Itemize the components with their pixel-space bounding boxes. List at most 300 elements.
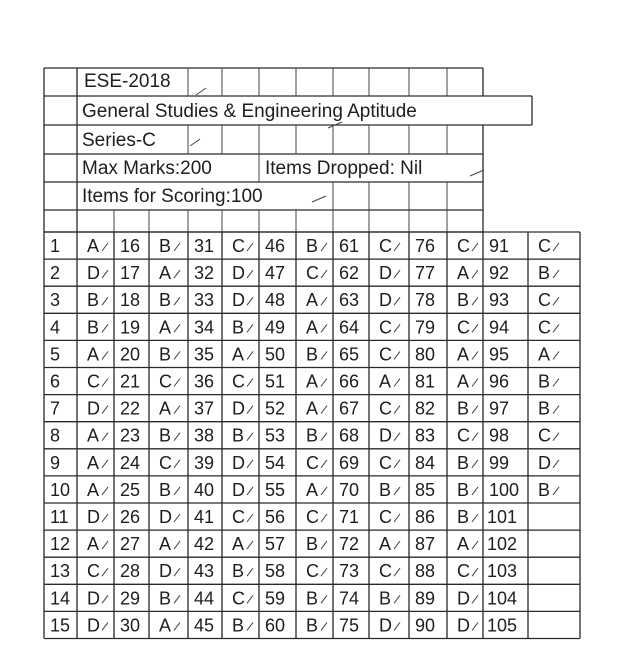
- answer-letter: C: [538, 236, 551, 256]
- answer-letter: B: [159, 588, 172, 609]
- check-tick: [553, 406, 559, 414]
- check-tick: [321, 433, 327, 441]
- question-number: 38: [194, 425, 215, 446]
- check-tick: [321, 324, 327, 332]
- answer-letter: A: [379, 371, 392, 392]
- question-number: 68: [339, 425, 360, 446]
- answer-letter: B: [538, 398, 551, 419]
- question-number: 34: [194, 317, 215, 338]
- answer-letter: A: [538, 344, 551, 365]
- check-tick: [247, 351, 253, 359]
- answer-letter: C: [538, 317, 551, 338]
- answer-letter: D: [232, 479, 245, 500]
- answer-letter: D: [379, 425, 392, 446]
- check-tick: [102, 622, 108, 630]
- question-number: 7: [50, 398, 61, 419]
- question-number: 90: [415, 615, 436, 636]
- check-tick: [321, 297, 327, 305]
- question-number: 29: [120, 588, 141, 609]
- check-tick: [472, 270, 478, 278]
- answer-letter: B: [232, 425, 245, 446]
- question-number: 55: [265, 479, 286, 500]
- answer-letter: C: [379, 236, 392, 256]
- question-number: 5: [50, 344, 61, 365]
- answer-letter: A: [159, 263, 172, 284]
- question-number: 25: [120, 479, 141, 500]
- check-tick: [247, 324, 253, 332]
- answer-letter: C: [457, 425, 470, 446]
- answer-letter: B: [538, 263, 551, 284]
- answer-letter: A: [306, 371, 319, 392]
- question-number: 61: [339, 236, 360, 256]
- answer-letter: A: [159, 398, 172, 419]
- answer-letter: D: [379, 615, 392, 636]
- answer-letter: D: [538, 452, 551, 473]
- check-tick: [472, 297, 478, 305]
- answer-letter: B: [457, 398, 470, 419]
- answer-letter: A: [87, 425, 100, 446]
- check-tick: [321, 460, 327, 468]
- answer-letter: B: [306, 344, 319, 365]
- question-number: 1: [50, 236, 61, 256]
- answer-letter: D: [379, 290, 392, 311]
- check-tick: [247, 622, 253, 630]
- items-dropped-label: Items Dropped: Nil: [265, 158, 423, 179]
- check-tick: [321, 541, 327, 549]
- answer-letter: B: [159, 425, 172, 446]
- check-tick: [312, 196, 326, 202]
- answer-letter: C: [457, 561, 470, 582]
- answer-letter: D: [87, 398, 100, 419]
- question-number: 20: [120, 344, 141, 365]
- question-number: 97: [489, 398, 510, 419]
- answer-letter: C: [306, 507, 319, 527]
- answer-letter: D: [87, 615, 100, 636]
- check-tick: [247, 270, 253, 278]
- check-tick: [174, 406, 180, 414]
- check-tick: [472, 568, 478, 576]
- check-tick: [174, 514, 180, 522]
- question-number: 75: [339, 615, 360, 636]
- check-tick: [247, 595, 253, 603]
- check-tick: [553, 324, 559, 332]
- answer-letter: A: [159, 317, 172, 338]
- check-tick: [174, 595, 180, 603]
- answer-letter: D: [379, 263, 392, 284]
- check-tick: [247, 487, 253, 495]
- check-tick: [247, 541, 253, 549]
- check-tick: [472, 622, 478, 630]
- check-tick: [394, 487, 400, 495]
- question-number: 21: [120, 371, 141, 392]
- question-number: 96: [489, 371, 510, 392]
- question-number: 17: [120, 263, 141, 284]
- answer-letter: D: [87, 588, 100, 609]
- exam-title: ESE-2018: [84, 71, 171, 92]
- question-number: 50: [265, 344, 286, 365]
- check-tick: [190, 139, 200, 146]
- question-number: 82: [415, 398, 436, 419]
- check-tick: [174, 351, 180, 359]
- question-number: 35: [194, 344, 215, 365]
- question-number: 48: [265, 290, 286, 311]
- check-tick: [247, 379, 253, 387]
- question-number: 9: [50, 452, 61, 473]
- answer-letter: A: [306, 479, 319, 500]
- answer-letter: A: [306, 290, 319, 311]
- answer-letter: A: [306, 317, 319, 338]
- answer-letter: D: [159, 561, 172, 582]
- check-tick: [394, 270, 400, 278]
- check-tick: [394, 595, 400, 603]
- check-tick: [553, 351, 559, 359]
- check-tick: [102, 595, 108, 603]
- answer-letter: A: [457, 263, 470, 284]
- series-label: Series-C: [82, 130, 156, 151]
- check-tick: [394, 379, 400, 387]
- check-tick: [394, 622, 400, 630]
- check-tick: [174, 487, 180, 495]
- question-number: 39: [194, 452, 215, 473]
- question-number: 92: [489, 263, 510, 284]
- answer-letter: B: [379, 479, 392, 500]
- question-number: 56: [265, 507, 286, 527]
- question-number: 19: [120, 317, 141, 338]
- check-tick: [321, 487, 327, 495]
- answer-letter: B: [232, 561, 245, 582]
- question-number: 60: [265, 615, 286, 636]
- check-tick: [321, 622, 327, 630]
- answer-letter: A: [457, 371, 470, 392]
- answer-letter: C: [159, 371, 172, 392]
- question-number: 3: [50, 290, 61, 311]
- question-number: 95: [489, 344, 510, 365]
- question-number: 54: [265, 452, 286, 473]
- check-tick: [394, 324, 400, 332]
- question-number: 40: [194, 479, 215, 500]
- question-number: 14: [50, 588, 71, 609]
- paper-title: General Studies & Engineering Aptitude: [82, 101, 417, 122]
- answer-letter: C: [159, 452, 172, 473]
- check-tick: [174, 297, 180, 305]
- answer-letter: B: [159, 479, 172, 500]
- question-number: 64: [339, 317, 360, 338]
- question-number: 30: [120, 615, 141, 636]
- check-tick: [394, 433, 400, 441]
- check-tick: [102, 406, 108, 414]
- question-number: 16: [120, 236, 141, 256]
- check-tick: [247, 406, 253, 414]
- answer-letter: B: [457, 452, 470, 473]
- check-tick: [472, 514, 478, 522]
- answer-letter: C: [379, 452, 392, 473]
- check-tick: [174, 433, 180, 441]
- question-number: 62: [339, 263, 360, 284]
- question-number: 93: [489, 290, 510, 311]
- answer-letter: A: [87, 534, 100, 555]
- answer-letter: B: [159, 290, 172, 311]
- question-number: 94: [489, 317, 510, 338]
- question-number: 86: [415, 507, 436, 527]
- answer-letter: C: [232, 588, 245, 609]
- question-number: 87: [415, 534, 436, 555]
- answer-letter: C: [379, 317, 392, 338]
- check-tick: [247, 568, 253, 576]
- answer-letter: B: [159, 344, 172, 365]
- check-tick: [321, 379, 327, 387]
- question-number: 100: [489, 479, 520, 500]
- question-number: 47: [265, 263, 286, 284]
- question-number: 102: [487, 534, 518, 555]
- check-tick: [321, 351, 327, 359]
- check-tick: [247, 460, 253, 468]
- answer-letter: C: [232, 236, 245, 256]
- check-tick: [321, 514, 327, 522]
- answer-letter: C: [232, 371, 245, 392]
- answer-letter: D: [87, 507, 100, 527]
- question-number: 58: [265, 561, 286, 582]
- question-number: 41: [194, 507, 215, 527]
- answer-letter: B: [538, 479, 551, 500]
- question-number: 33: [194, 290, 215, 311]
- question-number: 52: [265, 398, 286, 419]
- answer-letter: B: [306, 615, 319, 636]
- check-tick: [394, 514, 400, 522]
- question-number: 28: [120, 561, 141, 582]
- answer-letter: B: [87, 290, 100, 311]
- check-tick: [394, 541, 400, 549]
- question-number: 105: [487, 615, 518, 636]
- check-tick: [472, 379, 478, 387]
- question-number: 83: [415, 425, 436, 446]
- answer-letter: C: [379, 561, 392, 582]
- question-number: 8: [50, 425, 61, 446]
- answer-letter: B: [379, 588, 392, 609]
- answer-letter: B: [306, 534, 319, 555]
- answer-letter: A: [457, 534, 470, 555]
- question-number: 31: [194, 236, 215, 256]
- question-number: 42: [194, 534, 215, 555]
- answer-letter: D: [159, 507, 172, 527]
- answer-letter: A: [87, 344, 100, 365]
- answer-letter: A: [87, 479, 100, 500]
- check-tick: [472, 487, 478, 495]
- answer-letter: C: [87, 561, 100, 582]
- answer-letter: C: [538, 290, 551, 311]
- answer-letter: D: [232, 290, 245, 311]
- check-tick: [553, 243, 559, 251]
- check-tick: [102, 568, 108, 576]
- check-tick: [102, 541, 108, 549]
- check-tick: [472, 406, 478, 414]
- check-tick: [102, 243, 108, 251]
- check-tick: [472, 460, 478, 468]
- question-number: 4: [50, 317, 61, 338]
- question-number: 10: [50, 479, 71, 500]
- question-number: 43: [194, 561, 215, 582]
- check-tick: [472, 541, 478, 549]
- question-number: 22: [120, 398, 141, 419]
- question-number: 66: [339, 371, 360, 392]
- check-tick: [174, 541, 180, 549]
- question-number: 2: [50, 263, 61, 284]
- answer-letter: B: [457, 507, 470, 527]
- question-number: 15: [50, 615, 71, 636]
- answer-letter: A: [232, 344, 245, 365]
- question-number: 98: [489, 425, 510, 446]
- answer-letter: C: [379, 398, 392, 419]
- check-tick: [174, 568, 180, 576]
- check-tick: [394, 351, 400, 359]
- question-number: 6: [50, 371, 61, 392]
- question-number: 72: [339, 534, 360, 555]
- question-number: 85: [415, 479, 436, 500]
- answer-letter: B: [457, 479, 470, 500]
- check-tick: [247, 514, 253, 522]
- question-number: 36: [194, 371, 215, 392]
- answer-letter: B: [306, 236, 319, 256]
- answer-letter: C: [306, 561, 319, 582]
- check-tick: [553, 433, 559, 441]
- question-number: 101: [487, 507, 518, 527]
- answer-letter: D: [457, 615, 470, 636]
- check-tick: [472, 595, 478, 603]
- answer-letter: C: [457, 236, 470, 256]
- question-number: 91: [489, 236, 510, 256]
- check-tick: [321, 243, 327, 251]
- question-number: 69: [339, 452, 360, 473]
- check-tick: [102, 487, 108, 495]
- question-number: 57: [265, 534, 286, 555]
- answer-letter: D: [457, 588, 470, 609]
- check-tick: [321, 568, 327, 576]
- answer-letter: A: [379, 534, 392, 555]
- check-tick: [102, 351, 108, 359]
- answer-letter: D: [232, 452, 245, 473]
- answer-letter: A: [159, 534, 172, 555]
- question-number: 27: [120, 534, 141, 555]
- check-tick: [472, 243, 478, 251]
- check-tick: [394, 243, 400, 251]
- answer-letter: D: [232, 398, 245, 419]
- question-number: 81: [415, 371, 436, 392]
- question-number: 84: [415, 452, 436, 473]
- question-number: 99: [489, 452, 510, 473]
- answer-letter: C: [306, 452, 319, 473]
- question-number: 49: [265, 317, 286, 338]
- check-tick: [102, 270, 108, 278]
- check-tick: [394, 297, 400, 305]
- question-number: 53: [265, 425, 286, 446]
- answer-letter: A: [457, 344, 470, 365]
- check-tick: [174, 460, 180, 468]
- check-tick: [321, 595, 327, 603]
- question-number: 71: [339, 507, 360, 527]
- answer-letter: B: [306, 425, 319, 446]
- check-tick: [321, 406, 327, 414]
- answer-letter: B: [538, 371, 551, 392]
- check-tick: [102, 324, 108, 332]
- check-tick: [553, 460, 559, 468]
- check-tick: [553, 379, 559, 387]
- answer-letter: A: [87, 236, 100, 256]
- check-tick: [553, 297, 559, 305]
- check-tick: [553, 270, 559, 278]
- answer-letter: A: [159, 615, 172, 636]
- question-number: 23: [120, 425, 141, 446]
- question-number: 13: [50, 561, 71, 582]
- question-number: 76: [415, 236, 436, 256]
- check-tick: [472, 433, 478, 441]
- question-number: 104: [487, 588, 518, 609]
- check-tick: [321, 270, 327, 278]
- question-number: 45: [194, 615, 215, 636]
- answer-letter: C: [538, 425, 551, 446]
- check-tick: [394, 460, 400, 468]
- answer-letter: C: [306, 263, 319, 284]
- question-number: 80: [415, 344, 436, 365]
- check-tick: [102, 460, 108, 468]
- check-tick: [174, 324, 180, 332]
- question-number: 51: [265, 371, 286, 392]
- question-number: 24: [120, 452, 141, 473]
- check-tick: [102, 514, 108, 522]
- check-tick: [174, 243, 180, 251]
- question-number: 18: [120, 290, 141, 311]
- question-number: 70: [339, 479, 360, 500]
- answer-letter: C: [87, 371, 100, 392]
- answer-letter: B: [87, 317, 100, 338]
- check-tick: [102, 379, 108, 387]
- question-number: 77: [415, 263, 436, 284]
- question-number: 46: [265, 236, 286, 256]
- question-number: 37: [194, 398, 215, 419]
- answer-letter: B: [232, 615, 245, 636]
- answer-letter: A: [87, 452, 100, 473]
- answer-letter: B: [457, 290, 470, 311]
- question-number: 67: [339, 398, 360, 419]
- question-number: 74: [339, 588, 360, 609]
- question-number: 65: [339, 344, 360, 365]
- check-tick: [472, 351, 478, 359]
- check-tick: [472, 324, 478, 332]
- check-tick: [196, 88, 206, 95]
- items-for-scoring-label: Items for Scoring:100: [82, 186, 263, 207]
- check-tick: [174, 622, 180, 630]
- answer-letter: D: [87, 263, 100, 284]
- check-tick: [470, 170, 484, 176]
- question-number: 73: [339, 561, 360, 582]
- question-number: 88: [415, 561, 436, 582]
- answer-letter: C: [379, 344, 392, 365]
- question-number: 78: [415, 290, 436, 311]
- answer-letter: A: [232, 534, 245, 555]
- answer-letter: D: [232, 263, 245, 284]
- answer-letter: B: [232, 317, 245, 338]
- answer-letter: B: [306, 588, 319, 609]
- answer-letter: C: [379, 507, 392, 527]
- question-number: 79: [415, 317, 436, 338]
- question-number: 59: [265, 588, 286, 609]
- answer-letter: C: [457, 317, 470, 338]
- check-tick: [394, 406, 400, 414]
- check-tick: [102, 433, 108, 441]
- check-tick: [174, 379, 180, 387]
- check-tick: [247, 433, 253, 441]
- question-number: 89: [415, 588, 436, 609]
- check-tick: [102, 297, 108, 305]
- question-number: 26: [120, 507, 141, 527]
